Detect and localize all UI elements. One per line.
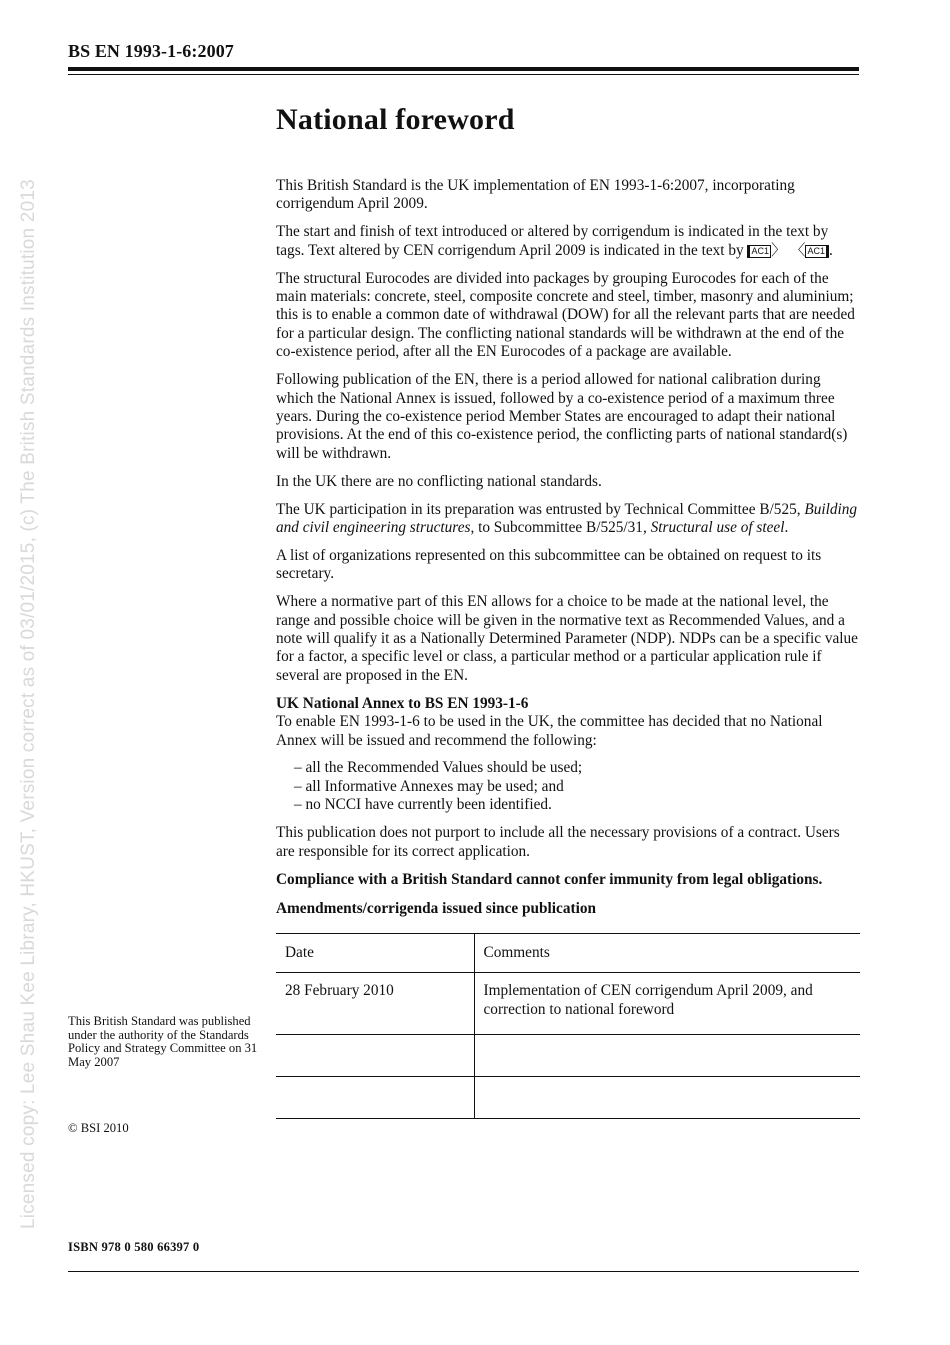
paragraph-no-conflicting: In the UK there are no conflicting national standards. [276, 472, 602, 490]
paragraph-corrigendum-end: . [828, 241, 833, 259]
paragraph-uk-participation [276, 501, 860, 538]
participation-text-c: , to Subcommittee B/525/31, [470, 519, 647, 536]
recommendation-list [294, 759, 860, 815]
paragraph-implementation: This British Standard is the UK implementation of EN 1993-1-6:2007, incorporating corrigendum April 2009. [276, 177, 795, 213]
table-row [276, 1035, 860, 1077]
paragraph-corrigendum-tags [276, 223, 860, 260]
table-header-row [276, 934, 860, 973]
cell-date: 28 February 2010 [276, 973, 474, 1035]
participation-text-e: . [784, 519, 789, 536]
amendments-title: Amendments/corrigenda issued since publication [276, 899, 596, 917]
header-comments: Comments [474, 934, 860, 973]
standard-code: BS EN 1993-1-6:2007 [68, 41, 234, 61]
committee-name: Building and civil engineering structures [276, 500, 858, 536]
paragraph-compliance: Compliance with a British Standard cannot confer immunity from legal obligations. [276, 870, 823, 888]
footer-rule [68, 1271, 859, 1272]
page-title: National foreword [276, 103, 515, 136]
amendments-table [276, 933, 860, 1119]
cell-comments [474, 1077, 860, 1119]
paragraph-corrigendum-text: The start and finish of text introduced or altered by corrigendum is indicated in the text by tags. Text altered by CEN corrigendum April 2009 is indicated in the text by [276, 223, 829, 259]
participation-text-a: The UK participation in its preparation was entrusted by Technical Committee B/525, [276, 500, 801, 518]
list-item: – no NCCI have currently been identified. [294, 796, 552, 814]
header-date: Date [276, 934, 474, 973]
paragraph-eurocode-packages: The structural Eurocodes are divided into packages by grouping Eurocodes for each of the main materials: concrete, steel, composite concrete and steel, timber, masonry and aluminium; this is to enable a common date of withdrawal (DOW) for all the relevant parts that are needed for a particular design. The conflicting national standards will be withdrawn at the end of the co-existence period, after all the EN Eurocodes of a package are available. [276, 269, 855, 361]
table-row [276, 973, 860, 1035]
license-watermark: Licensed copy: Lee Shau Kee Library, HKUST, Version correct as of 03/01/2015, (c) The British Standards Institution 2013 [18, 179, 39, 1229]
header-rule-thin [68, 74, 859, 75]
paragraph-national-calibration: Following publication of the EN, there is a period allowed for national calibration during which the National Annex is issued, followed by a co-existence period of a maximum three years. During the co-existence period Member States are encouraged to adapt their national provisions. At the end of this co-existence period, the conflicting parts of national standard(s) will be withdrawn. [276, 371, 848, 462]
paragraph-organizations-list: A list of organizations represented on this subcommittee can be obtained on request to its secretary. [276, 546, 822, 583]
paragraph-disclaimer: This publication does not purport to include all the necessary provisions of a contract. Users are responsible for its correct application. [276, 824, 840, 860]
list-item: – all the Recommended Values should be used; [294, 758, 583, 776]
tag-open-bracket: 〉 [771, 241, 787, 259]
cell-comments: Implementation of CEN corrigendum April 2009, and correction to national foreword [474, 973, 860, 1035]
header-rule-thick [68, 67, 859, 71]
table-row [276, 1077, 860, 1119]
ac-close-tag-icon: AC1 [805, 245, 829, 258]
isbn-number: ISBN 978 0 580 66397 0 [68, 1240, 200, 1254]
tag-close-bracket: 〈 [790, 241, 806, 259]
ac-open-tag-icon: AC1 [747, 245, 771, 258]
publication-note: This British Standard was published under the authority of the Standards Policy and Strategy Committee on 31 May 2007 [68, 1014, 258, 1069]
main-content [276, 100, 860, 1119]
copyright-notice: © BSI 2010 [68, 1121, 129, 1135]
cell-date [276, 1035, 474, 1077]
subcommittee-name: Structural use of steel [650, 519, 785, 536]
paragraph-annex: To enable EN 1993-1-6 to be used in the UK, the committee has decided that no National Annex will be issued and recommend the following: [276, 713, 823, 749]
list-item: – all Informative Annexes may be used; and [294, 777, 564, 795]
cell-date [276, 1077, 474, 1119]
paragraph-normative-choice: Where a normative part of this EN allows for a choice to be made at the national level, the range and possible choice will be given in the normative text as Recommended Values, and a note will qualify it as a Nationally Determined Parameter (NDP). NDPs can be a specific value for a factor, a specific level or class, a particular method or a particular application rule if several are proposed in the EN. [276, 593, 858, 684]
cell-comments [474, 1035, 860, 1077]
annex-heading: UK National Annex to BS EN 1993-1-6 [276, 694, 529, 712]
